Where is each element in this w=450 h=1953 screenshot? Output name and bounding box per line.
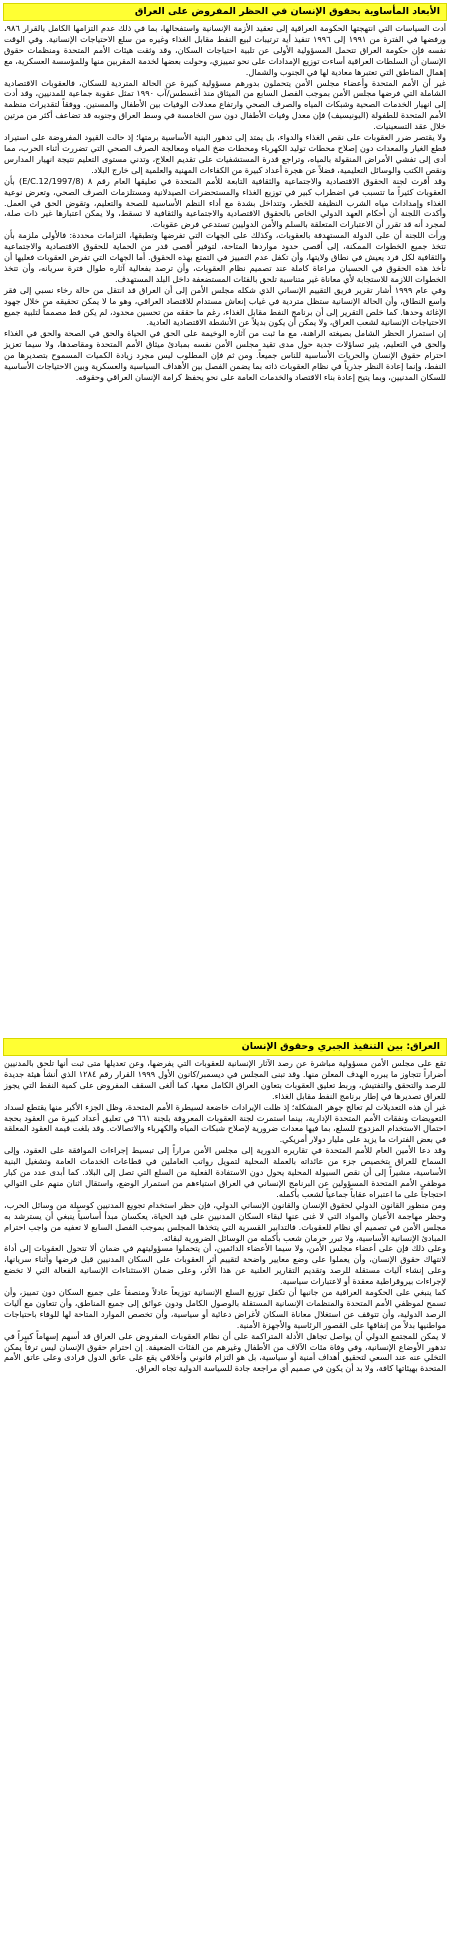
paragraph: غير أن هذه التعديلات لم تعالج جوهر المشكلة؛ إذ ظلت الإيرادات خاضعة لسيطرة الأمم المتحدة، وظل الجزء الأكبر منها يقتطع لسداد التعويضات ونفقات الأمم المتحدة الإدارية، بينما استمرت لجنة العقوبات المعروفة بلجنة ٦٦١ في تعليق أعداد كبيرة من العقود بحجة احتمال الاستخدام المزدوج للسلع، بما فيها معدات ضرورية لإصلاح شبكات المياه والكهرباء والاتصالات. وقد بلغت قيمة العقود المعلقة في بعض الفترات ما يزيد على مليار دولار أمريكي.	[4, 1101, 446, 1145]
section-title: العراق: بين التنفيذ الجبري وحقوق الإنسان	[3, 1038, 447, 1056]
paragraph: وفي عام ١٩٩٩ أشار تقرير فريق التقييم الإنساني الذي شكله مجلس الأمن إلى أن العراق قد انتقل من حالة رخاء نسبي إلى فقر واسع النطاق، وأن الحالة الإنسانية ستظل متردية في غياب إنعاش مستدام للاقتصاد العراقي، وهو ما لا يمكن تحقيقه من خلال جهود الإغاثة وحدها. كما خلص التقرير إلى أن برنامج النفط مقابل الغذاء، رغم ما حققه من تحسين محدود، لم يكن قط مصمماً لتلبية جميع الاحتياجات الإنسانية لشعب العراق، ولا يمكن أن يكون بديلاً عن الأنشطة الاقتصادية العادية.	[4, 284, 446, 328]
paragraph: لا يمكن للمجتمع الدولي أن يواصل تجاهل الأدلة المتراكمة على أن نظام العقوبات المفروض على العراق قد أسهم إسهاماً كبيراً في تدهور الأوضاع الإنسانية، وفي وفاة مئات الآلاف من الأطفال وغيرهم من الفئات الضعيفة. إن احترام حقوق الإنسان ليس ترفاً يمكن التخلي عنه عند السعي لتحقيق أهداف أمنية أو سياسية، بل هو التزام قانوني وأخلاقي يقع على عاتق الدول فرادى وعلى عاتق الأمم المتحدة بهيئاتها كافة، ولا بد أن يكون في صميم أي مراجعة جادة للسياسة الدولية تجاه العراق.	[4, 1330, 446, 1374]
section-body	[3, 1056, 447, 1374]
paragraph: ومن منظور القانون الدولي لحقوق الإنسان والقانون الإنساني الدولي، فإن حظر استخدام تجويع المدنيين كوسيلة من وسائل الحرب، وحظر مهاجمة الأعيان والمواد التي لا غنى عنها لبقاء السكان المدنيين على قيد الحياة، يعكسان مبدأ أساسياً ينبغي أن يسترشد به مجلس الأمن في تصميم أي نظام للعقوبات. فالتدابير القسرية التي يتخذها المجلس بموجب الفصل السابع لا تعفيه من واجب احترام المبادئ الإنسانية الأساسية، ولا تبرر حرمان شعب بأكمله من الوسائل الضرورية لبقائه.	[4, 1199, 446, 1243]
paragraph: تقع على مجلس الأمن مسؤولية مباشرة عن رصد الآثار الإنسانية للعقوبات التي يفرضها، وعن تعديلها متى ثبت أنها تلحق بالمدنيين أضراراً تتجاوز ما يبرره الهدف المعلن منها. وقد تبنى المجلس في ديسمبر/كانون الأول ١٩٩٩ القرار رقم ١٢٨٤ الذي أنشأ هيئة جديدة للرصد والتحقق والتفتيش، وربط تعليق العقوبات بتعاون العراق الكامل معها، كما ألغى السقف المفروض على كمية النفط التي يجوز للعراق تصديرها في إطار برنامج النفط مقابل الغذاء.	[4, 1058, 446, 1101]
section-body	[3, 21, 447, 383]
paragraph: أدت السياسات التي انتهجتها الحكومة العراقية إلى تعقيد الأزمة الإنسانية واستفحالها، بما في ذلك عدم التزامها الكامل بالقرار ٩٨٦، ورفضها في الفترة من ١٩٩١ إلى ١٩٩٦ تنفيذ أية ترتيبات لبيع النفط مقابل الغذاء وغيره من سلع الاحتياجات الإنسانية. وفي الوقت نفسه فإن حكومة العراق تتحمل المسؤولية الأولى عن تلبية احتياجات السكان، وقد وثقت هيئات الأمم المتحدة ومنظمات حقوق الإنسان أن السلطات العراقية أساءت توزيع الإمدادات على نحو تمييزي، وحولت بعضها لخدمة المقربين منها وللمؤسسة العسكرية، مع إهمال المناطق التي تعتبرها معادية لها في الجنوب والشمال.	[4, 23, 446, 77]
paragraph: كما ينبغي على الحكومة العراقية من جانبها أن تكفل توزيع السلع الإنسانية توزيعاً عادلاً ومنصفاً على جميع السكان دون تمييز، وأن تسمح لموظفي الأمم المتحدة والمنظمات الإنسانية المستقلة بالوصول الكامل ودون عوائق إلى جميع المناطق، وأن تتعاون مع آليات الرصد الدولية، وأن تتوقف عن استغلال معاناة السكان لأغراض دعائية أو سياسية، وأن تخصص الموارد المتاحة لها للوفاء باحتياجات مواطنيها بدلاً من إنفاقها على القصور الرئاسية والأجهزة الأمنية.	[4, 1287, 446, 1330]
paragraph: وقد أقرت لجنة الحقوق الاقتصادية والاجتماعية والثقافية التابعة للأمم المتحدة في تعليقها العام رقم ٨ (E/C.12/1997/8) بأن العقوبات كثيراً ما تتسبب في اضطراب كبير في توزيع الغذاء والمستحضرات الصيدلانية ومستلزمات الصرف الصحي، وتعرض نوعية الغذاء وإمدادات مياه الشرب النظيفة للخطر، وتتداخل بشدة مع أداء النظم الأساسية للصحة والتعليم، وتقوض الحق في العمل. وأكدت اللجنة أن أحكام العهد الدولي الخاص بالحقوق الاقتصادية والاجتماعية والثقافية لا تسقط، ولا يمكن اعتبارها غير ذات صلة، لمجرد أنه قد تقرر أن الاعتبارات المتعلقة بالسلم والأمن الدوليين تستدعي فرض عقوبات.	[4, 175, 446, 230]
paragraph: وعلى ذلك فإن على أعضاء مجلس الأمن، ولا سيما الأعضاء الدائمين، أن يتحملوا مسؤوليتهم في ضمان ألا تتحول العقوبات إلى أداة لانتهاك حقوق الإنسان، وأن يعملوا على وضع معايير واضحة لتقييم أثر العقوبات على السكان المدنيين قبل فرضها وأثناء سريانها، وعلى إنشاء آليات مستقلة للرصد وتقديم التقارير العلنية عن هذا الأثر، وعلى ضمان الاستثناءات الإنسانية الفعالة التي لا تخضع لإجراءات بيروقراطية معقدة أو لاعتبارات سياسية.	[4, 1243, 446, 1287]
paragraph: إن استمرار الحظر الشامل بصيغته الراهنة، مع ما ثبت من آثاره الوخيمة على الحق في الحياة والحق في الصحة والحق في الغذاء والحق في التعليم، يثير تساؤلات جدية حول مدى تقيد مجلس الأمن نفسه بمبادئ ميثاق الأمم المتحدة ومقاصدها، ولا سيما تعزيز احترام حقوق الإنسان والحريات الأساسية للناس جميعاً. ومن ثم فإن المطلوب ليس مجرد زيادة الكميات المسموح بتصديرها من النفط، وإنما إعادة النظر جذرياً في نظام العقوبات ذاته بما يضمن الفصل بين الأهداف السياسية والعسكرية وبين الاحتياجات الأساسية للسكان المدنيين، وبما يتيح إعادة بناء الاقتصاد والخدمات العامة على نحو يحفظ كرامة الإنسان العراقي وحقوقه.	[4, 328, 446, 382]
section-title: الأبعاد المأساوية بحقوق الإنسان في الحظر المفروض على العراق	[3, 3, 447, 21]
section-enforcement-rights	[3, 1038, 447, 1938]
paragraph: وقد دعا الأمين العام للأمم المتحدة في تقاريره الدورية إلى مجلس الأمن مراراً إلى تبسيط إجراءات الموافقة على العقود، وإلى السماح للعراق بتخصيص جزء من عائداته بالعملة المحلية لتمويل رواتب العاملين في قطاعات الخدمات العامة وتشغيل البنية الأساسية، مشيراً إلى أن نقص السيولة المحلية يحول دون الاستفادة الفعلية من السلع التي تصل إلى البلاد. كما أبدى عدد من كبار موظفي الأمم المتحدة المسؤولين عن البرنامج الإنساني في العراق استياءهم من استمرار الوضع، واستقال اثنان منهم على التوالي احتجاجاً على ما اعتبراه عقاباً جماعياً لشعب بأكمله.	[4, 1145, 446, 1199]
paragraph: ورأت اللجنة أن على الدولة المستهدفة بالعقوبات، وكذلك على الجهات التي تفرضها وتطبقها، التزامات محددة: فالأولى ملزمة بأن تتخذ جميع الخطوات الممكنة، إلى أقصى حدود مواردها المتاحة، لتوفير أقصى قدر من الحماية للحقوق الاقتصادية والاجتماعية والثقافية لكل فرد يعيش في نطاق ولايتها، وأن تكفل عدم التمييز في التمتع بهذه الحقوق. أما الجهات التي تفرض العقوبات فعليها أن تأخذ هذه الحقوق في الحسبان مراعاة كاملة عند تصميم نظام العقوبات، وأن ترصد بفعالية آثاره طوال فترة سريانه، وأن تتخذ الخطوات اللازمة للاستجابة لأي معاناة غير متناسبة تلحق بالفئات المستضعفة داخل البلد المستهدف.	[4, 230, 446, 284]
paragraph: غير أن الأمم المتحدة وأعضاء مجلس الأمن يتحملون بدورهم مسؤولية كبيرة عن الحالة المتردية للسكان، فالعقوبات الاقتصادية الشاملة التي فرضها مجلس الأمن بموجب الفصل السابع من الميثاق منذ أغسطس/آب ١٩٩٠ تمثل عقوبة جماعية للمدنيين، وقد أدت إلى انهيار الخدمات الصحية وشبكات المياه والصرف الصحي وارتفاع معدلات الوفيات بين الأطفال والمسنين. ووفقاً لتقديرات منظمة الأمم المتحدة للطفولة (اليونيسيف) فإن معدل وفيات الأطفال دون سن الخامسة في وسط العراق وجنوبه قد تضاعف أكثر من مرتين خلال عقد التسعينيات.	[4, 77, 446, 132]
paragraph: ولا يقتصر ضرر العقوبات على نقص الغذاء والدواء، بل يمتد إلى تدهور البنية الأساسية برمتها؛ إذ حالت القيود المفروضة على استيراد قطع الغيار والمعدات دون إصلاح محطات توليد الكهرباء ومحطات ضخ المياه ومعالجة الصرف الصحي التي تضررت أثناء الحرب، مما أدى إلى تفشي الأمراض المنقولة بالمياه، وتراجع قدرة المستشفيات على تقديم العلاج، وتدني مستوى التعليم نتيجة انهيار المدارس ونقص الكتب والوسائل التعليمية، فضلاً عن هجرة أعداد كبيرة من الكفاءات المهنية والعلمية إلى خارج البلاد.	[4, 132, 446, 175]
document-page	[3, 3, 447, 1947]
section-sanctions-impact	[3, 3, 447, 1038]
